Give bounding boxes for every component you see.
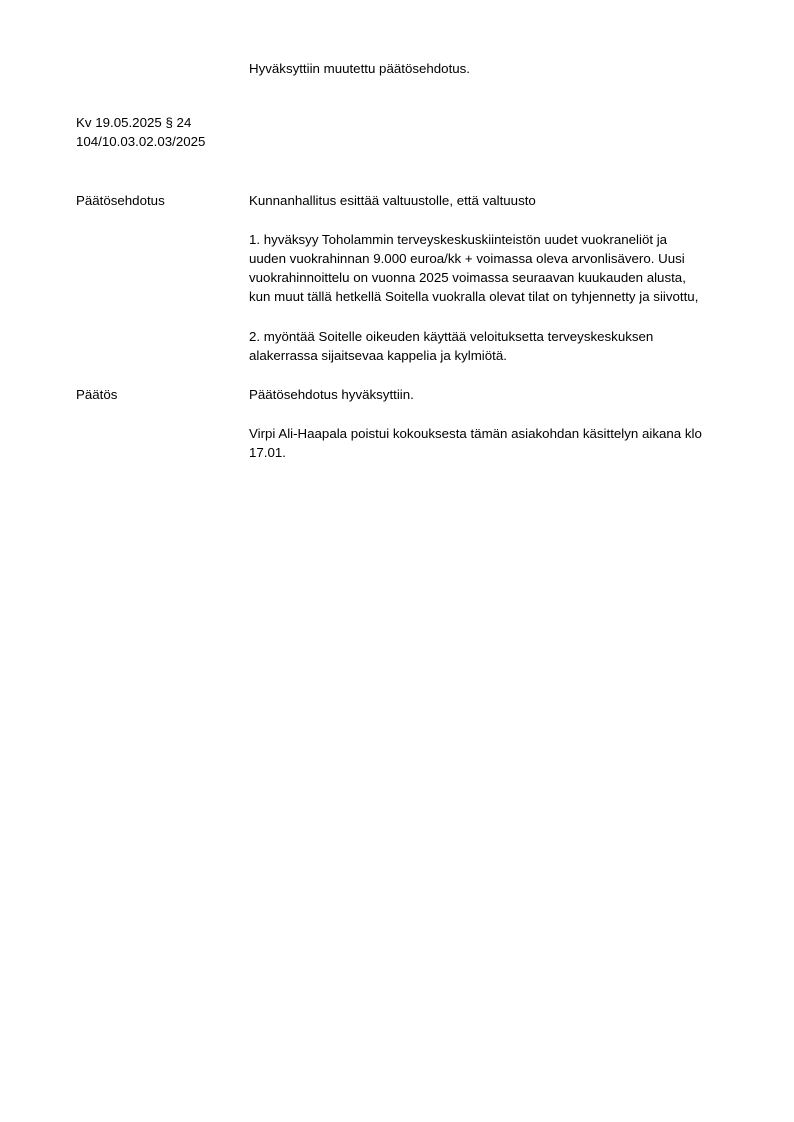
decision-note-line: Virpi Ali-Haapala poistui kokouksesta tämän asiakohdan käsittelyn aikana klo xyxy=(249,426,702,441)
proposal-item-1-line: kun muut tällä hetkellä Soitella vuokralla olevat tilat on tyhjennetty ja siivottu, xyxy=(249,289,699,304)
proposal-intro xyxy=(249,191,759,210)
proposal-item-1-line: 1. hyväksyy Toholammin terveyskeskuskiinteistön uudet vuokraneliöt ja xyxy=(249,232,668,247)
proposal-item-2-line: 2. myöntää Soitelle oikeuden käyttää veloituksetta terveyskeskuksen xyxy=(249,329,654,344)
decision-label-text: Päätös xyxy=(76,387,118,402)
proposal-item-2-line: alakerrassa sijaitsevaa kappelia ja kylmiötä. xyxy=(249,348,507,363)
decision-label xyxy=(76,385,241,404)
proposal-intro-text: Kunnanhallitus esittää valtuustolle, että valtuusto xyxy=(249,193,536,208)
proposal-item-1 xyxy=(249,230,759,306)
meeting-reference xyxy=(76,113,241,151)
proposal-item-2 xyxy=(249,327,759,365)
decision-text-line: Päätösehdotus hyväksyttiin. xyxy=(249,387,414,402)
decision-text xyxy=(249,385,759,404)
decision-note-line: 17.01. xyxy=(249,445,286,460)
proposal-item-1-line: vuokrahinnoittelu on vuonna 2025 voimassa seuraavan kuukauden alusta, xyxy=(249,270,686,285)
decision-note xyxy=(249,424,759,462)
meeting-reference-text: Kv 19.05.2025 § 24 xyxy=(76,115,192,130)
previous-decision xyxy=(249,59,759,78)
previous-decision-text: Hyväksyttiin muutettu päätösehdotus. xyxy=(249,61,470,76)
record-number-text: 104/10.03.02.03/2025 xyxy=(76,134,206,149)
proposal-item-1-line: uuden vuokrahinnan 9.000 euroa/kk + voimassa oleva arvonlisävero. Uusi xyxy=(249,251,685,266)
proposal-label xyxy=(76,191,241,210)
proposal-label-text: Päätösehdotus xyxy=(76,193,165,208)
